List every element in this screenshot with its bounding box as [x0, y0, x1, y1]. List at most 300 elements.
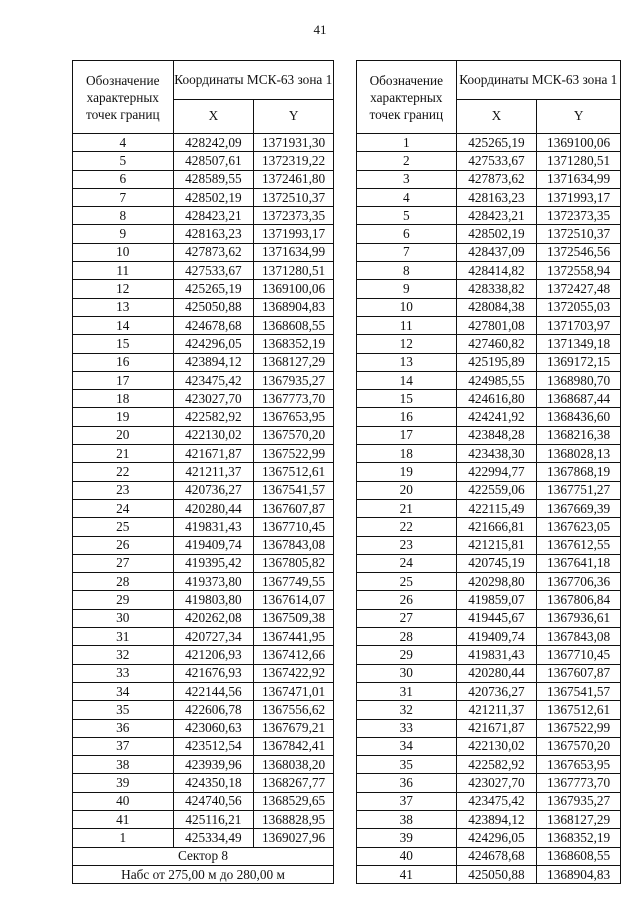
coord-x: 422994,77 — [456, 463, 537, 481]
table-row — [73, 298, 334, 316]
table-row — [73, 518, 334, 536]
point-number: 28 — [357, 628, 457, 646]
table-row — [357, 170, 621, 188]
coord-y: 1372510,37 — [254, 188, 334, 206]
coord-x: 425050,88 — [456, 865, 537, 883]
point-number: 20 — [73, 426, 174, 444]
coord-x: 422582,92 — [173, 408, 254, 426]
point-number: 27 — [357, 609, 457, 627]
table-row — [357, 536, 621, 554]
point-number: 11 — [73, 262, 174, 280]
table-row — [73, 664, 334, 682]
coord-y: 1367471,01 — [254, 682, 334, 700]
coord-x: 420745,19 — [456, 554, 537, 572]
table-row — [73, 682, 334, 700]
header-y: Y — [254, 99, 334, 133]
point-number: 22 — [357, 518, 457, 536]
table-row — [73, 573, 334, 591]
point-number: 12 — [73, 280, 174, 298]
coord-y: 1367868,19 — [537, 463, 621, 481]
table-row — [73, 188, 334, 206]
coord-x: 421671,87 — [173, 445, 254, 463]
coord-x: 428163,23 — [173, 225, 254, 243]
table-row — [357, 865, 621, 883]
coord-y: 1367653,95 — [254, 408, 334, 426]
coord-x: 423027,70 — [456, 774, 537, 792]
coord-y: 1367441,95 — [254, 628, 334, 646]
coord-x: 423939,96 — [173, 756, 254, 774]
table-row — [73, 719, 334, 737]
coord-x: 428242,09 — [173, 134, 254, 152]
table-row — [73, 646, 334, 664]
coord-x: 419409,74 — [456, 628, 537, 646]
coord-y: 1372558,94 — [537, 262, 621, 280]
point-number: 26 — [73, 536, 174, 554]
coord-x: 428507,61 — [173, 152, 254, 170]
point-number: 24 — [73, 499, 174, 517]
point-number: 29 — [73, 591, 174, 609]
coord-y: 1371634,99 — [537, 170, 621, 188]
coord-y: 1367570,20 — [254, 426, 334, 444]
coord-x: 427533,67 — [456, 152, 537, 170]
point-number: 21 — [357, 499, 457, 517]
header-point-name: Обозначение характерных точек границ — [73, 61, 174, 134]
table-row — [73, 463, 334, 481]
table-row — [73, 262, 334, 280]
table-row — [357, 353, 621, 371]
coord-x: 421211,37 — [456, 701, 537, 719]
coord-y: 1369172,15 — [537, 353, 621, 371]
coord-x: 421211,37 — [173, 463, 254, 481]
coord-y: 1367805,82 — [254, 554, 334, 572]
coord-x: 427533,67 — [173, 262, 254, 280]
coord-y: 1367614,07 — [254, 591, 334, 609]
coord-x: 424350,18 — [173, 774, 254, 792]
table-row — [73, 792, 334, 810]
point-number: 7 — [357, 243, 457, 261]
coord-x: 420298,80 — [456, 573, 537, 591]
coord-y: 1367706,36 — [537, 573, 621, 591]
point-number: 12 — [357, 335, 457, 353]
table-row — [73, 207, 334, 225]
coord-y: 1368028,13 — [537, 445, 621, 463]
table-row — [73, 481, 334, 499]
coord-y: 1367679,21 — [254, 719, 334, 737]
coord-y: 1367522,99 — [537, 719, 621, 737]
coord-y: 1367412,66 — [254, 646, 334, 664]
coord-y: 1367749,55 — [254, 573, 334, 591]
point-number: 40 — [73, 792, 174, 810]
table-row — [357, 701, 621, 719]
point-number: 35 — [357, 756, 457, 774]
coord-x: 424241,92 — [456, 408, 537, 426]
table-row — [73, 426, 334, 444]
point-number: 38 — [357, 810, 457, 828]
point-number: 19 — [73, 408, 174, 426]
point-number: 2 — [357, 152, 457, 170]
coord-x: 423060,63 — [173, 719, 254, 737]
point-number: 13 — [357, 353, 457, 371]
coord-y: 1369100,06 — [254, 280, 334, 298]
table-row — [357, 426, 621, 444]
coord-x: 428502,19 — [456, 225, 537, 243]
table-row — [357, 682, 621, 700]
coord-y: 1367641,18 — [537, 554, 621, 572]
coord-y: 1367842,41 — [254, 737, 334, 755]
table-row — [73, 316, 334, 334]
coord-x: 427873,62 — [173, 243, 254, 261]
coord-y: 1367936,61 — [537, 609, 621, 627]
table-row — [73, 701, 334, 719]
point-number: 23 — [357, 536, 457, 554]
table-row — [73, 628, 334, 646]
coord-x: 425265,19 — [173, 280, 254, 298]
coord-y: 1372510,37 — [537, 225, 621, 243]
coord-x: 419395,42 — [173, 554, 254, 572]
coord-y: 1371280,51 — [254, 262, 334, 280]
coord-y: 1371349,18 — [537, 335, 621, 353]
coord-y: 1369027,96 — [254, 829, 334, 847]
point-number: 1 — [357, 134, 457, 152]
table-row — [73, 774, 334, 792]
point-number: 36 — [357, 774, 457, 792]
coord-y: 1368127,29 — [254, 353, 334, 371]
table-row — [73, 134, 334, 152]
table-row — [357, 280, 621, 298]
point-number: 16 — [73, 353, 174, 371]
table-row — [357, 810, 621, 828]
coord-y: 1367710,45 — [537, 646, 621, 664]
coordinates-table-left — [72, 60, 334, 884]
coord-y: 1371703,97 — [537, 316, 621, 334]
table-row — [73, 335, 334, 353]
coord-y: 1367806,84 — [537, 591, 621, 609]
coord-x: 421666,81 — [456, 518, 537, 536]
table-row — [357, 408, 621, 426]
point-number: 33 — [73, 664, 174, 682]
coord-y: 1368904,83 — [537, 865, 621, 883]
coord-x: 420280,44 — [456, 664, 537, 682]
table-row — [73, 609, 334, 627]
table-row — [357, 573, 621, 591]
coord-y: 1367512,61 — [537, 701, 621, 719]
coord-x: 422582,92 — [456, 756, 537, 774]
coord-x: 421676,93 — [173, 664, 254, 682]
table-row — [73, 810, 334, 828]
table-row — [357, 518, 621, 536]
table-row — [73, 225, 334, 243]
coord-x: 419373,80 — [173, 573, 254, 591]
coord-x: 419831,43 — [173, 518, 254, 536]
point-number: 31 — [73, 628, 174, 646]
table-row — [73, 756, 334, 774]
coord-x: 420262,08 — [173, 609, 254, 627]
table-body-left — [73, 134, 334, 848]
coord-x: 423475,42 — [456, 792, 537, 810]
coord-y: 1372373,35 — [537, 207, 621, 225]
coord-y: 1367843,08 — [537, 628, 621, 646]
point-number: 38 — [73, 756, 174, 774]
point-number: 36 — [73, 719, 174, 737]
coord-x: 428502,19 — [173, 188, 254, 206]
coord-x: 425265,19 — [456, 134, 537, 152]
point-number: 23 — [73, 481, 174, 499]
coord-y: 1367541,57 — [537, 682, 621, 700]
coord-y: 1369100,06 — [537, 134, 621, 152]
table-row — [357, 225, 621, 243]
coord-x: 423512,54 — [173, 737, 254, 755]
coord-y: 1368904,83 — [254, 298, 334, 316]
coord-x: 422606,78 — [173, 701, 254, 719]
coordinates-table-right — [356, 60, 621, 884]
coord-x: 423894,12 — [456, 810, 537, 828]
table-row — [357, 335, 621, 353]
point-number: 29 — [357, 646, 457, 664]
point-number: 4 — [73, 134, 174, 152]
coord-y: 1367773,70 — [537, 774, 621, 792]
point-number: 39 — [357, 829, 457, 847]
point-number: 37 — [357, 792, 457, 810]
header-x: X — [173, 99, 254, 133]
point-number: 22 — [73, 463, 174, 481]
coord-y: 1367607,87 — [537, 664, 621, 682]
header-coordinates: Координаты МСК-63 зона 1 — [173, 61, 333, 100]
table-row — [73, 408, 334, 426]
coord-x: 423027,70 — [173, 390, 254, 408]
point-number: 33 — [357, 719, 457, 737]
coord-y: 1368529,65 — [254, 792, 334, 810]
coord-x: 419803,80 — [173, 591, 254, 609]
point-number: 15 — [357, 390, 457, 408]
coord-x: 423894,12 — [173, 353, 254, 371]
coord-y: 1368352,19 — [537, 829, 621, 847]
point-number: 24 — [357, 554, 457, 572]
coord-x: 421671,87 — [456, 719, 537, 737]
coord-y: 1368267,77 — [254, 774, 334, 792]
table-row — [357, 316, 621, 334]
table-row — [357, 829, 621, 847]
header-y: Y — [537, 99, 621, 133]
coord-x: 425334,49 — [173, 829, 254, 847]
point-number: 14 — [357, 371, 457, 389]
table-body-right — [357, 134, 621, 884]
coord-x: 428338,82 — [456, 280, 537, 298]
coord-x: 428589,55 — [173, 170, 254, 188]
table-row — [357, 207, 621, 225]
coord-x: 428084,38 — [456, 298, 537, 316]
coord-y: 1367653,95 — [537, 756, 621, 774]
coord-y: 1367422,92 — [254, 664, 334, 682]
coord-x: 422144,56 — [173, 682, 254, 700]
coord-x: 428423,21 — [173, 207, 254, 225]
point-number: 6 — [73, 170, 174, 188]
table-row — [357, 737, 621, 755]
coord-x: 424678,68 — [173, 316, 254, 334]
table-row — [357, 298, 621, 316]
coord-y: 1367669,39 — [537, 499, 621, 517]
coord-y: 1367522,99 — [254, 445, 334, 463]
table-row — [357, 463, 621, 481]
point-number: 17 — [73, 371, 174, 389]
point-number: 16 — [357, 408, 457, 426]
table-row — [357, 756, 621, 774]
coord-x: 421215,81 — [456, 536, 537, 554]
table-row — [73, 554, 334, 572]
coord-x: 420736,27 — [173, 481, 254, 499]
table-row — [357, 445, 621, 463]
table-row — [357, 719, 621, 737]
table-row — [73, 353, 334, 371]
coord-y: 1372373,35 — [254, 207, 334, 225]
table-row — [73, 737, 334, 755]
table-row — [357, 591, 621, 609]
table-row — [357, 262, 621, 280]
coord-x: 425195,89 — [456, 353, 537, 371]
table-row — [357, 847, 621, 865]
table-row — [73, 152, 334, 170]
point-number: 5 — [357, 207, 457, 225]
point-number: 10 — [357, 298, 457, 316]
table-row — [73, 243, 334, 261]
coord-x: 419831,43 — [456, 646, 537, 664]
coord-y: 1368608,55 — [537, 847, 621, 865]
coord-y: 1367710,45 — [254, 518, 334, 536]
point-number: 31 — [357, 682, 457, 700]
point-number: 9 — [73, 225, 174, 243]
point-number: 3 — [357, 170, 457, 188]
header-point-name: Обозначение характерных точек границ — [357, 61, 457, 134]
coord-x: 419445,67 — [456, 609, 537, 627]
point-number: 26 — [357, 591, 457, 609]
point-number: 28 — [73, 573, 174, 591]
coord-y: 1367607,87 — [254, 499, 334, 517]
coord-x: 419859,07 — [456, 591, 537, 609]
table-row — [73, 591, 334, 609]
point-number: 35 — [73, 701, 174, 719]
point-number: 18 — [73, 390, 174, 408]
table-row — [357, 664, 621, 682]
point-number: 32 — [73, 646, 174, 664]
table-row — [357, 243, 621, 261]
coord-y: 1367751,27 — [537, 481, 621, 499]
table-row — [357, 390, 621, 408]
page-number: 41 — [313, 22, 327, 37]
coord-x: 421206,93 — [173, 646, 254, 664]
coord-x: 419409,74 — [173, 536, 254, 554]
point-number: 1 — [73, 829, 174, 847]
point-number: 37 — [73, 737, 174, 755]
point-number: 14 — [73, 316, 174, 334]
coord-y: 1368216,38 — [537, 426, 621, 444]
point-number: 27 — [73, 554, 174, 572]
coord-y: 1367509,38 — [254, 609, 334, 627]
point-number: 19 — [357, 463, 457, 481]
point-number: 25 — [357, 573, 457, 591]
coord-x: 422559,06 — [456, 481, 537, 499]
table-row — [357, 609, 621, 627]
table-row — [357, 481, 621, 499]
coord-x: 422115,49 — [456, 499, 537, 517]
coord-x: 424678,68 — [456, 847, 537, 865]
coord-y: 1368980,70 — [537, 371, 621, 389]
coord-x: 423848,28 — [456, 426, 537, 444]
coord-y: 1371931,30 — [254, 134, 334, 152]
header-coordinates: Координаты МСК-63 зона 1 — [456, 61, 620, 100]
coord-x: 427801,08 — [456, 316, 537, 334]
point-number: 5 — [73, 152, 174, 170]
coord-y: 1367541,57 — [254, 481, 334, 499]
table-row — [73, 829, 334, 847]
table-row — [357, 554, 621, 572]
point-number: 15 — [73, 335, 174, 353]
coord-x: 423475,42 — [173, 371, 254, 389]
coord-x: 428423,21 — [456, 207, 537, 225]
coord-x: 425050,88 — [173, 298, 254, 316]
coord-y: 1367512,61 — [254, 463, 334, 481]
coord-x: 428163,23 — [456, 188, 537, 206]
coord-y: 1372055,03 — [537, 298, 621, 316]
coord-x: 420280,44 — [173, 499, 254, 517]
coord-x: 428414,82 — [456, 262, 537, 280]
point-number: 18 — [357, 445, 457, 463]
point-number: 10 — [73, 243, 174, 261]
point-number: 39 — [73, 774, 174, 792]
point-number: 21 — [73, 445, 174, 463]
sector-label: Сектор 8 — [73, 847, 334, 865]
coord-x: 424616,80 — [456, 390, 537, 408]
coord-y: 1367623,05 — [537, 518, 621, 536]
height-range: Набс от 275,00 м до 280,00 м — [73, 865, 334, 883]
table-row — [357, 371, 621, 389]
point-number: 32 — [357, 701, 457, 719]
coord-y: 1367935,27 — [537, 792, 621, 810]
coord-y: 1371993,17 — [537, 188, 621, 206]
point-number: 4 — [357, 188, 457, 206]
coord-x: 428437,09 — [456, 243, 537, 261]
point-number: 11 — [357, 316, 457, 334]
coord-y: 1371993,17 — [254, 225, 334, 243]
coord-x: 424985,55 — [456, 371, 537, 389]
point-number: 6 — [357, 225, 457, 243]
point-number: 41 — [73, 810, 174, 828]
coord-y: 1367570,20 — [537, 737, 621, 755]
coord-y: 1367556,62 — [254, 701, 334, 719]
coord-x: 423438,30 — [456, 445, 537, 463]
table-row — [357, 134, 621, 152]
table-row — [357, 152, 621, 170]
point-number: 13 — [73, 298, 174, 316]
table-row — [73, 499, 334, 517]
point-number: 8 — [357, 262, 457, 280]
header-x: X — [456, 99, 537, 133]
coord-x: 420727,34 — [173, 628, 254, 646]
point-number: 34 — [73, 682, 174, 700]
point-number: 30 — [73, 609, 174, 627]
point-number: 25 — [73, 518, 174, 536]
coord-x: 425116,21 — [173, 810, 254, 828]
table-row — [73, 536, 334, 554]
point-number: 34 — [357, 737, 457, 755]
coord-x: 424296,05 — [173, 335, 254, 353]
coord-y: 1368687,44 — [537, 390, 621, 408]
table-row — [73, 170, 334, 188]
table-row — [357, 628, 621, 646]
coord-y: 1368352,19 — [254, 335, 334, 353]
point-number: 8 — [73, 207, 174, 225]
coord-y: 1368127,29 — [537, 810, 621, 828]
coord-y: 1367935,27 — [254, 371, 334, 389]
coord-y: 1368038,20 — [254, 756, 334, 774]
